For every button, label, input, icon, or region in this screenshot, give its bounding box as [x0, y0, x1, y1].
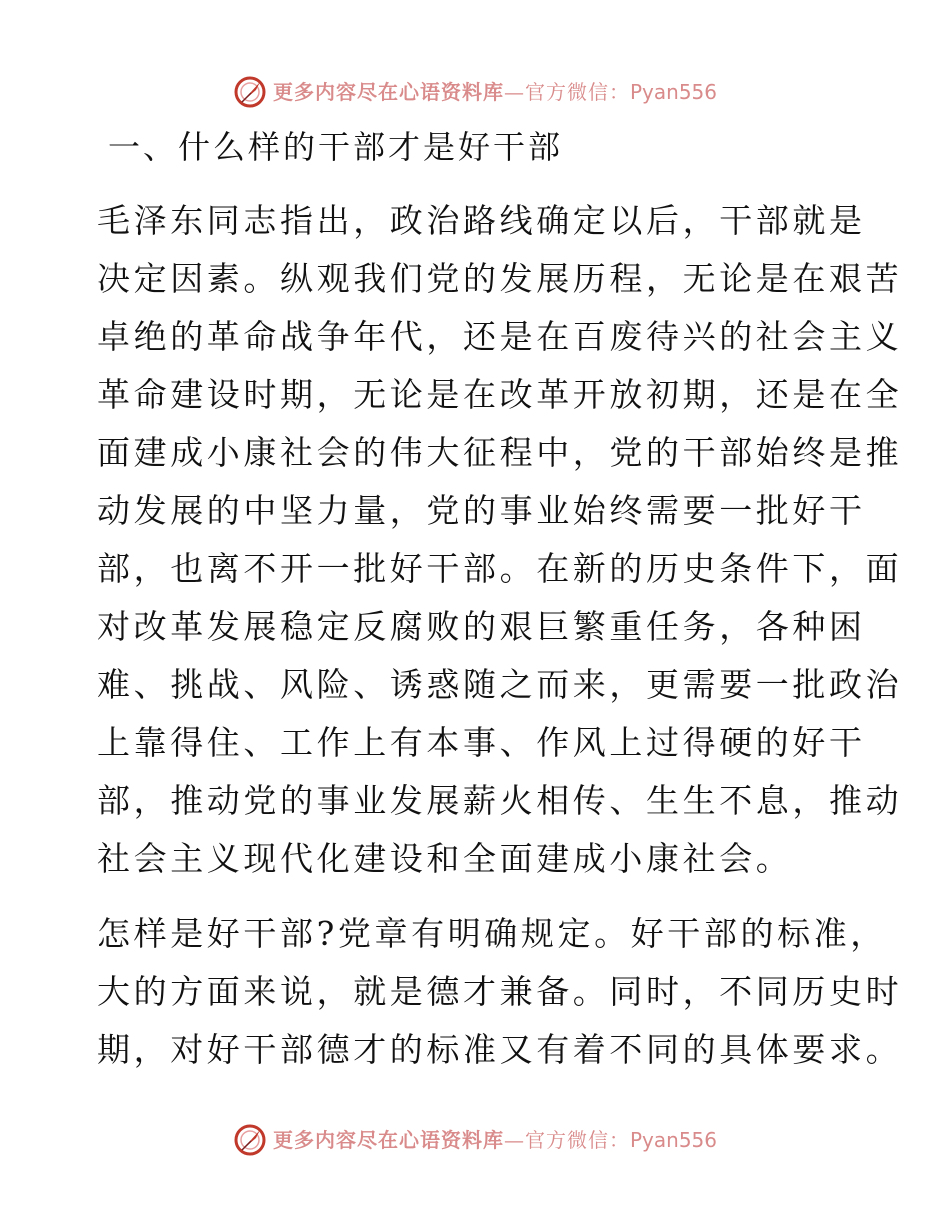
text-line: 对改革发展稳定反腐败的艰巨繁重任务，各种困: [97, 607, 866, 646]
text-line: 难、挑战、风险、诱惑随之而来，更需要一批政治: [97, 665, 903, 704]
quill-circle-logo-icon: [233, 75, 267, 109]
text-line: 部，推动党的事业发展薪火相传、生生不息，推动: [97, 781, 903, 820]
text-line: 上靠得住、工作上有本事、作风上过得硬的好干: [97, 723, 866, 762]
text-line: 卓绝的革命战争年代，还是在百废待兴的社会主义: [97, 317, 903, 356]
text-line: 社会主义现代化建设和全面建成小康社会。: [97, 839, 793, 878]
text-line: 期，对好干部德才的标准又有着不同的具体要求。: [97, 1030, 903, 1069]
text-line: 革命建设时期，无论是在改革开放初期，还是在全: [97, 375, 903, 414]
banner-wechat-id: Pyan556: [629, 1128, 717, 1152]
banner-main-text: 更多内容尽在心语资料库: [272, 1128, 504, 1152]
text-line: 毛泽东同志指出，政治路线确定以后，干部就是: [97, 201, 866, 240]
banner-main-text: 更多内容尽在心语资料库: [272, 80, 504, 104]
footer-banner: [0, 1118, 950, 1162]
section-heading: 一、什么样的干部才是好干部: [108, 128, 564, 166]
text-line: 部，也离不开一批好干部。在新的历史条件下，面: [97, 549, 903, 588]
banner-wechat-label: 官方微信：: [524, 80, 630, 104]
text-line: 面建成小康社会的伟大征程中，党的干部始终是推: [97, 433, 903, 472]
text-line: 怎样是好干部?党章有明确规定。好干部的标准，: [97, 914, 887, 953]
banner-dash: —: [503, 1128, 525, 1152]
banner-wechat-id: Pyan556: [629, 80, 717, 104]
text-line: 决定因素。纵观我们党的发展历程，无论是在艰苦: [97, 259, 903, 298]
banner-wechat-label: 官方微信：: [524, 1128, 630, 1152]
banner-dash: —: [503, 80, 525, 104]
banner-text: [273, 82, 717, 102]
banner-text: [273, 1130, 717, 1150]
header-banner: [0, 70, 950, 114]
paragraph-2: [97, 905, 903, 1079]
quill-circle-logo-icon: [233, 1123, 267, 1157]
text-line: 动发展的中坚力量，党的事业始终需要一批好干: [97, 491, 866, 530]
text-line: 大的方面来说，就是德才兼备。同时，不同历史时: [97, 972, 903, 1011]
paragraph-1: [97, 192, 903, 888]
